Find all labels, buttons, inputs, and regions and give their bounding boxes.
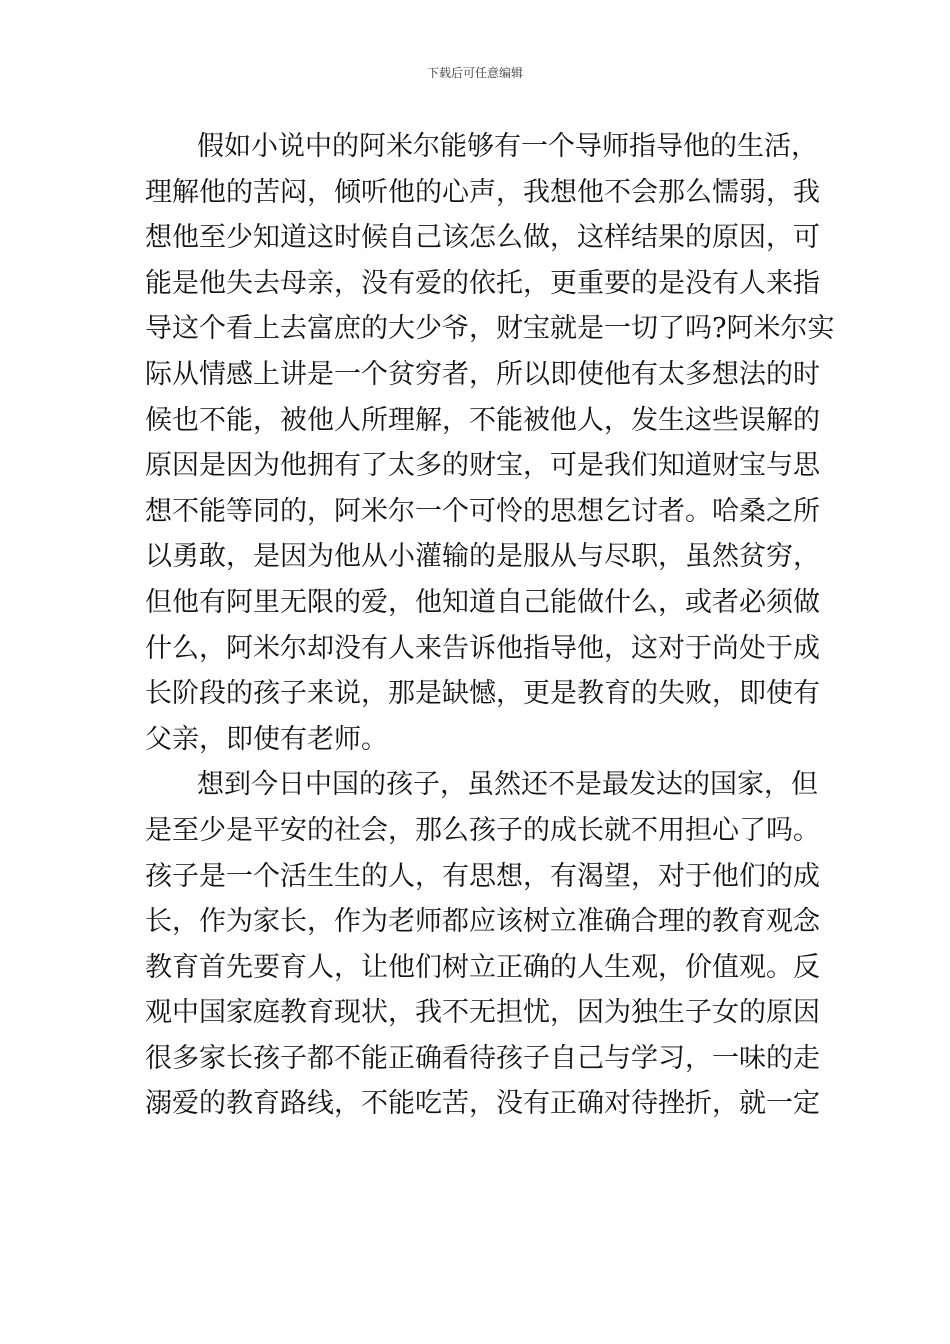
- text-line: 假如小说中的阿米尔能够有一个导师指导他的生活，: [197, 131, 818, 162]
- text-line: 导这个看上去富庶的大少爷，财宝就是一切了吗?阿米尔实: [145, 313, 835, 345]
- text-line: 很多家长孩子都不能正确看待孩子自己与学习，一味的走: [145, 1042, 820, 1074]
- text-line: 什么，阿米尔却没有人来告诉他指导他，这对于尚处于成: [145, 632, 820, 664]
- text-line: 能是他失去母亲，没有爱的依托，更重要的是没有人来指: [145, 267, 820, 299]
- paragraph-2: [145, 762, 820, 1127]
- text-line: 想他至少知道这时候自己该怎么做，这样结果的原因，可: [145, 222, 820, 254]
- text-line: 溺爱的教育路线，不能吃苦，没有正确对待挫折，就一定: [145, 1088, 820, 1120]
- text-line: 长，作为家长，作为老师都应该树立准确合理的教育观念: [145, 906, 820, 938]
- text-line: 想不能等同的，阿米尔一个可怜的思想乞讨者。哈桑之所: [145, 495, 820, 527]
- text-line: 际从情感上讲是一个贫穷者，所以即使他有太多想法的时: [145, 358, 820, 390]
- text-line: 候也不能，被他人所理解，不能被他人，发生这些误解的: [145, 404, 820, 436]
- paragraph-1: [145, 124, 835, 762]
- text-line: 理解他的苦闷，倾听他的心声，我想他不会那么懦弱，我: [145, 176, 820, 208]
- text-line: 是至少是平安的社会，那么孩子的成长就不用担心了吗。: [145, 814, 820, 846]
- text-line: 想到今日中国的孩子，虽然还不是最发达的国家，但: [197, 769, 818, 801]
- text-line: 观中国家庭教育现状，我不无担忧，因为独生子女的原因: [145, 997, 820, 1029]
- text-line: 父亲，即使有老师。: [145, 723, 388, 755]
- text-line: 以勇敢，是因为他从小灌输的是服从与尽职，虽然贫穷，: [145, 541, 820, 573]
- page-header: 下载后可任意编辑: [426, 66, 523, 80]
- text-line: 但他有阿里无限的爱，他知道自己能做什么，或者必须做: [145, 586, 820, 618]
- text-line: 原因是因为他拥有了太多的财宝，可是我们知道财宝与思: [145, 450, 820, 482]
- text-line: 长阶段的孩子来说，那是缺憾，更是教育的失败，即使有: [145, 678, 820, 710]
- text-line: 孩子是一个活生生的人，有思想，有渴望，对于他们的成: [145, 860, 820, 892]
- document-body: [145, 124, 835, 1127]
- text-line: 教育首先要育人，让他们树立正确的人生观，价值观。反: [145, 951, 820, 983]
